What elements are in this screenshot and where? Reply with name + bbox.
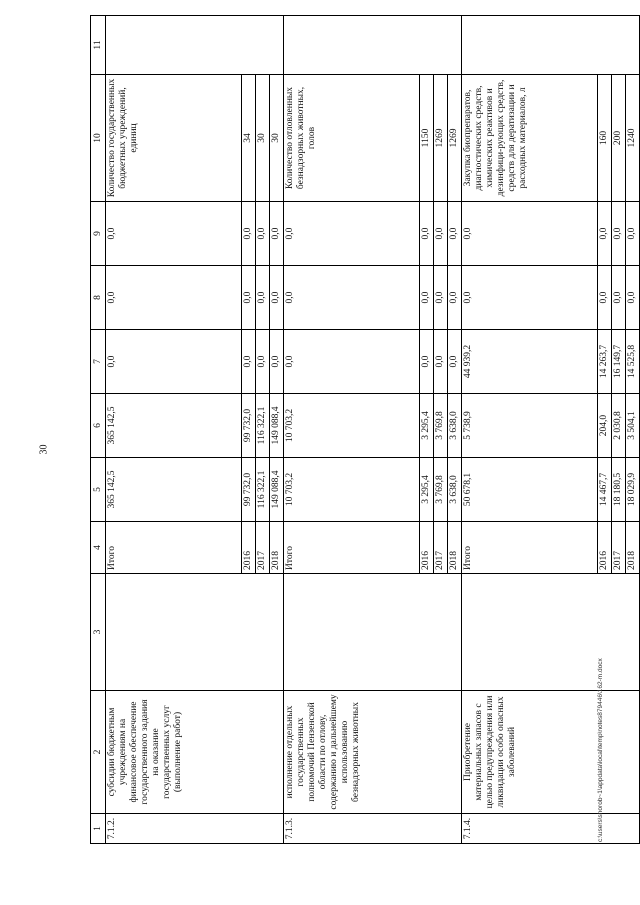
- year-cell: 2018: [448, 522, 462, 574]
- column-number-7: 7: [91, 330, 106, 394]
- column-number-9: 9: [91, 202, 106, 266]
- value-cell-9: 0,0: [448, 202, 462, 266]
- indicator-value: 1269: [448, 75, 462, 202]
- table-row: [284, 16, 420, 844]
- value-cell-5: 10 703,2: [284, 458, 420, 522]
- column-number-2: 2: [91, 691, 106, 814]
- value-cell-6: 204,0: [598, 394, 612, 458]
- value-cell-5: 365 142,5: [106, 458, 242, 522]
- value-cell-9: 0,0: [256, 202, 270, 266]
- year-cell: 2017: [612, 522, 626, 574]
- column-11-cell: [106, 16, 284, 75]
- row-code: 7.1.4.: [462, 814, 640, 844]
- indicator-label: Количество отловленных безнадзорных животных, голов: [284, 75, 420, 202]
- program-table: [90, 15, 640, 844]
- year-cell: 2017: [434, 522, 448, 574]
- value-cell-8: 0,0: [448, 266, 462, 330]
- value-cell-5: 18 180,5: [612, 458, 626, 522]
- value-cell-6: 10 703,2: [284, 394, 420, 458]
- column-number-row: [91, 16, 106, 844]
- column-number-8: 8: [91, 266, 106, 330]
- table-row: [462, 16, 598, 844]
- value-cell-9: 0,0: [598, 202, 612, 266]
- value-cell-8: 0,0: [434, 266, 448, 330]
- value-cell-6: 3 295,4: [420, 394, 434, 458]
- value-cell-8: 0,0: [598, 266, 612, 330]
- indicator-value: 200: [612, 75, 626, 202]
- value-cell-9: 0,0: [106, 202, 242, 266]
- value-cell-5: 14 467,7: [598, 458, 612, 522]
- value-cell-9: 0,0: [626, 202, 640, 266]
- value-cell-8: 0,0: [270, 266, 284, 330]
- value-cell-6: 116 322,1: [256, 394, 270, 458]
- column-number-5: 5: [91, 458, 106, 522]
- footer-file-path-text: c:\users\shorob~1\appdata\local\temp\notes879446\162-m.docx: [597, 658, 604, 842]
- value-cell-6: 365 142,5: [106, 394, 242, 458]
- indicator-value: 30: [270, 75, 284, 202]
- value-cell-9: 0,0: [284, 202, 420, 266]
- value-cell-5: 149 088,4: [270, 458, 284, 522]
- value-cell-5: 18 029,9: [626, 458, 640, 522]
- value-cell-6: 149 088,4: [270, 394, 284, 458]
- column-3-cell: [106, 574, 284, 691]
- value-cell-7: 0,0: [448, 330, 462, 394]
- row-description: субсидии бюджетным учреждениям на финансовое обеспечение государственного задания на оказание государственных услуг (выполнение работ): [106, 691, 284, 814]
- year-cell: 2018: [626, 522, 640, 574]
- row-description: исполнение отдельных государственных полномочий Пензенской области по отлову, содержанию и дальнейшему использованию безнадзорных животных: [284, 691, 462, 814]
- value-cell-5: 3 638,0: [448, 458, 462, 522]
- year-cell: Итого: [462, 522, 598, 574]
- indicator-label: Закупка биопрепаратов, диагностических средств, химических реактивов и дезинфици-рующих средств, средств для дератизации и расходных материалов, л: [462, 75, 598, 202]
- indicator-value: 1240: [626, 75, 640, 202]
- value-cell-5: 3 769,8: [434, 458, 448, 522]
- value-cell-5: 116 322,1: [256, 458, 270, 522]
- column-number-11: 11: [91, 16, 106, 75]
- value-cell-6: 5 738,9: [462, 394, 598, 458]
- value-cell-7: 14 525,8: [626, 330, 640, 394]
- value-cell-7: 0,0: [242, 330, 256, 394]
- value-cell-8: 0,0: [462, 266, 598, 330]
- value-cell-7: 0,0: [256, 330, 270, 394]
- value-cell-8: 0,0: [242, 266, 256, 330]
- value-cell-8: 0,0: [106, 266, 242, 330]
- column-3-cell: [462, 574, 640, 691]
- value-cell-7: 0,0: [420, 330, 434, 394]
- value-cell-9: 0,0: [420, 202, 434, 266]
- column-number-1: 1: [91, 814, 106, 844]
- year-cell: Итого: [106, 522, 242, 574]
- row-description: Приобретение материальных запасов с целью предупреждения или ликвидации особо опасных заболеваний: [462, 691, 640, 814]
- value-cell-9: 0,0: [270, 202, 284, 266]
- value-cell-6: 2 030,8: [612, 394, 626, 458]
- column-number-3: 3: [91, 574, 106, 691]
- value-cell-5: 50 678,1: [462, 458, 598, 522]
- value-cell-9: 0,0: [462, 202, 598, 266]
- value-cell-6: 3 638,0: [448, 394, 462, 458]
- value-cell-9: 0,0: [434, 202, 448, 266]
- row-code: 7.1.3.: [284, 814, 462, 844]
- indicator-label: Количество государственных бюджетных учреждений, единиц: [106, 75, 242, 202]
- page-number: 30: [38, 444, 50, 455]
- value-cell-6: 3 504,1: [626, 394, 640, 458]
- value-cell-8: 0,0: [420, 266, 434, 330]
- year-cell: 2016: [598, 522, 612, 574]
- column-number-6: 6: [91, 394, 106, 458]
- row-code: 7.1.2.: [106, 814, 284, 844]
- value-cell-7: 0,0: [434, 330, 448, 394]
- indicator-value: 30: [256, 75, 270, 202]
- value-cell-5: 99 732,0: [242, 458, 256, 522]
- year-cell: Итого: [284, 522, 420, 574]
- value-cell-8: 0,0: [612, 266, 626, 330]
- year-cell: 2017: [256, 522, 270, 574]
- value-cell-7: 16 149,7: [612, 330, 626, 394]
- indicator-value: 1269: [434, 75, 448, 202]
- column-3-cell: [284, 574, 462, 691]
- value-cell-9: 0,0: [242, 202, 256, 266]
- indicator-value: 1150: [420, 75, 434, 202]
- year-cell: 2016: [242, 522, 256, 574]
- table-row: [106, 16, 242, 844]
- column-number-4: 4: [91, 522, 106, 574]
- value-cell-7: 44 939,2: [462, 330, 598, 394]
- value-cell-8: 0,0: [284, 266, 420, 330]
- value-cell-8: 0,0: [626, 266, 640, 330]
- indicator-value: 160: [598, 75, 612, 202]
- value-cell-6: 99 732,0: [242, 394, 256, 458]
- column-11-cell: [284, 16, 462, 75]
- value-cell-7: 0,0: [270, 330, 284, 394]
- value-cell-7: 0,0: [284, 330, 420, 394]
- year-cell: 2018: [270, 522, 284, 574]
- column-11-cell: [462, 16, 640, 75]
- value-cell-7: 14 263,7: [598, 330, 612, 394]
- year-cell: 2016: [420, 522, 434, 574]
- value-cell-8: 0,0: [256, 266, 270, 330]
- indicator-value: 34: [242, 75, 256, 202]
- value-cell-7: 0,0: [106, 330, 242, 394]
- value-cell-6: 3 769,8: [434, 394, 448, 458]
- value-cell-9: 0,0: [612, 202, 626, 266]
- column-number-10: 10: [91, 75, 106, 202]
- value-cell-5: 3 295,4: [420, 458, 434, 522]
